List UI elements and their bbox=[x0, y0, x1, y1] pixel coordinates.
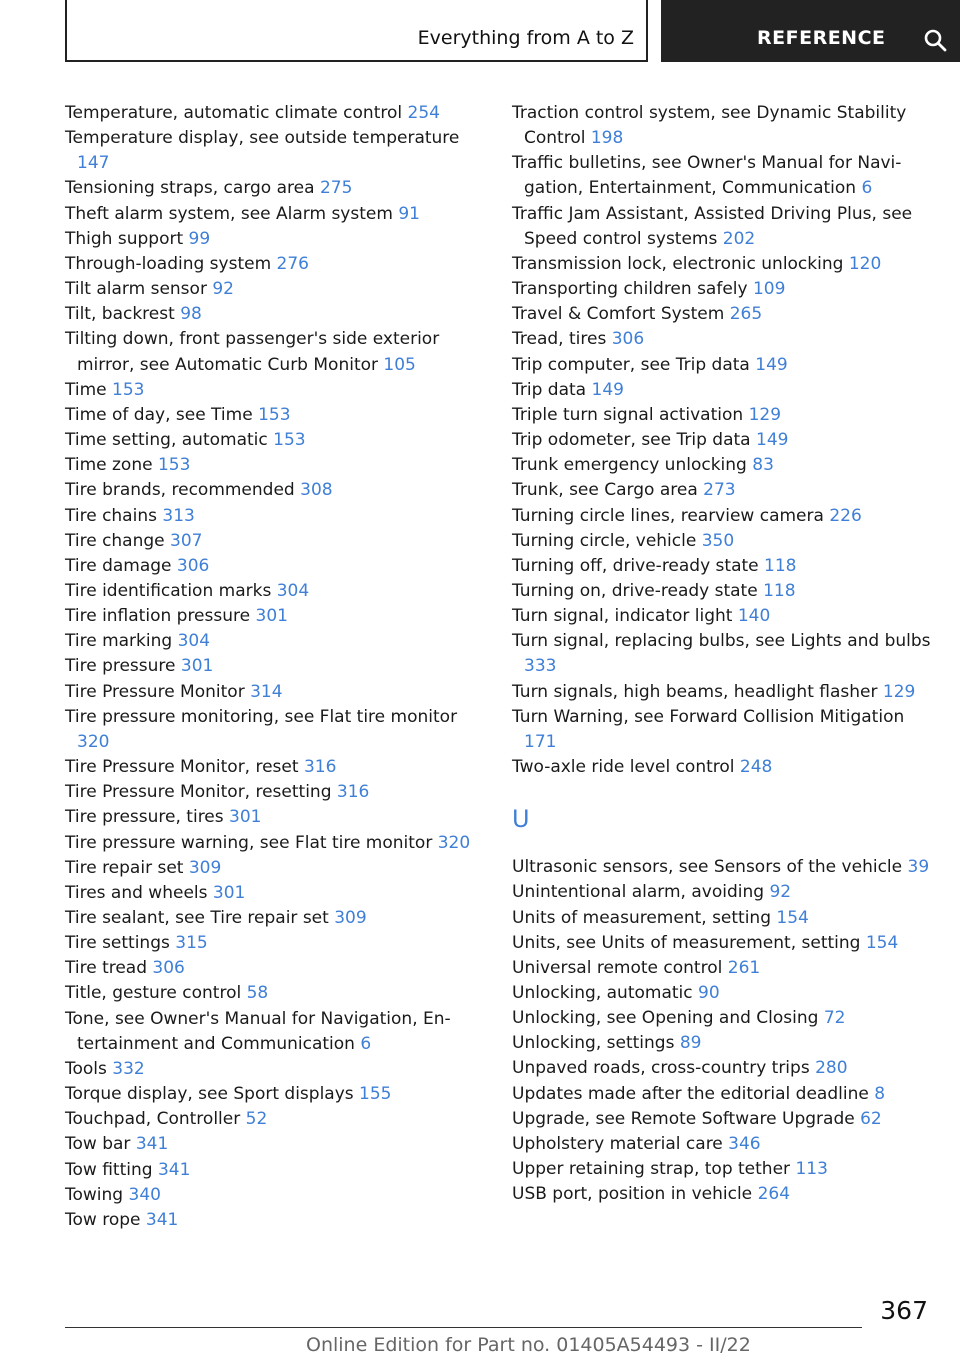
page-link[interactable]: 340 bbox=[128, 1184, 161, 1205]
index-entry-text: Tire damage bbox=[65, 555, 172, 576]
page-link[interactable]: 153 bbox=[258, 404, 291, 425]
page-link[interactable]: 254 bbox=[407, 103, 440, 123]
index-entry-text: Tire brands, recommended bbox=[65, 480, 295, 501]
page-link[interactable]: 140 bbox=[737, 606, 771, 627]
index-entry bbox=[65, 176, 483, 201]
section-title: Everything from A to Z bbox=[417, 27, 634, 49]
index-entry bbox=[512, 906, 932, 931]
index-entry-text: Time bbox=[65, 379, 107, 400]
index-entry-text: Universal remote control bbox=[512, 957, 723, 978]
page-link[interactable]: 99 bbox=[188, 228, 211, 249]
index-entry bbox=[65, 327, 483, 377]
index-entry-text: USB port, position in vehicle bbox=[512, 1184, 753, 1205]
index-entry-text: Tow rope bbox=[65, 1209, 141, 1230]
index-entry-text: Tire inflation pressure bbox=[65, 606, 251, 627]
page-link[interactable]: 62 bbox=[860, 1108, 882, 1129]
page-link[interactable]: 307 bbox=[170, 530, 203, 551]
index-entry bbox=[512, 1082, 932, 1107]
index-entry-text: Tire pressure warning, see Flat tire monitor bbox=[65, 832, 433, 853]
index-entry bbox=[512, 1031, 932, 1056]
index-entry-text: Tire identification marks bbox=[65, 580, 272, 601]
page-link[interactable]: 171 bbox=[524, 731, 557, 752]
index-entry-text: Traffic bulletins, see Owner's Manual for Navigation, Entertainment, Communication bbox=[512, 153, 902, 199]
index-entry bbox=[65, 981, 483, 1006]
index-entry-text: Temperature, automatic climate control bbox=[65, 103, 403, 123]
page-link[interactable]: 304 bbox=[177, 631, 211, 652]
index-entry-text: Upgrade, see Remote Software Upgrade bbox=[512, 1108, 855, 1129]
page-link[interactable]: 276 bbox=[276, 253, 309, 274]
index-entry bbox=[512, 504, 932, 529]
index-entry bbox=[512, 981, 932, 1006]
page-link[interactable]: 315 bbox=[175, 933, 208, 954]
index-column-left bbox=[65, 101, 483, 1233]
index-entry-text: Tow fitting bbox=[65, 1159, 153, 1180]
index-entry bbox=[512, 327, 932, 352]
page-link[interactable]: 341 bbox=[135, 1134, 169, 1155]
page-link[interactable]: 275 bbox=[319, 178, 353, 199]
index-entry bbox=[512, 1157, 932, 1182]
index-entry-text: Turning circle, vehicle bbox=[512, 530, 697, 551]
page-link[interactable]: 83 bbox=[752, 455, 774, 476]
section-letter: U bbox=[512, 805, 530, 834]
index-entry-text: Traction control system, see Dynamic Stability Control bbox=[512, 103, 907, 149]
index-entry-text: Tire change bbox=[65, 530, 165, 551]
index-entry-text: Travel & Comfort System bbox=[512, 304, 725, 325]
index-entry-text: Tire Pressure Monitor, resetting bbox=[65, 782, 332, 803]
page-link[interactable]: 154 bbox=[776, 907, 809, 928]
index-entry-text: Units of measurement, setting bbox=[512, 907, 772, 928]
page-link[interactable]: 109 bbox=[752, 279, 786, 300]
index-entry-text: Tilt alarm sensor bbox=[65, 279, 207, 300]
index-entry bbox=[512, 1056, 932, 1081]
index-entry-text: Unintentional alarm, avoiding bbox=[512, 882, 765, 903]
page-link[interactable]: 264 bbox=[757, 1184, 791, 1205]
page-link[interactable]: 346 bbox=[728, 1133, 761, 1154]
index-entry bbox=[65, 1107, 483, 1132]
index-entry-text: Tilt, backrest bbox=[65, 304, 175, 325]
index-entry-text: Ultrasonic sensors, see Sensors of the vehicle bbox=[512, 857, 903, 878]
index-entry-text: Tire pressure bbox=[65, 656, 176, 677]
index-entry bbox=[65, 654, 483, 679]
index-entry bbox=[512, 378, 932, 403]
index-entry bbox=[65, 1082, 483, 1107]
index-entry-text: Trunk, see Cargo area bbox=[512, 480, 698, 501]
index-entry bbox=[65, 453, 483, 478]
index-entry-text: Two-axle ride level control bbox=[512, 757, 735, 778]
index-entry-text: Trunk emergency unlocking bbox=[512, 455, 747, 476]
index-entry-text: Through-loading system bbox=[65, 253, 272, 274]
index-entry bbox=[512, 554, 932, 579]
page-link[interactable]: 202 bbox=[722, 228, 756, 249]
page-link[interactable]: 92 bbox=[212, 279, 234, 300]
index-entry-text: Tire chains bbox=[65, 505, 157, 526]
index-entry-text: Updates made after the editorial deadline bbox=[512, 1083, 869, 1104]
page-link[interactable]: 265 bbox=[729, 304, 763, 325]
index-entry bbox=[512, 1006, 932, 1031]
index-entry-text: Tire sealant, see Tire repair set bbox=[65, 908, 329, 928]
index-entry bbox=[65, 881, 483, 906]
index-entry-text: Tone, see Owner's Manual for Navigation, Entertainment and Communication bbox=[65, 1008, 451, 1054]
index-entry bbox=[65, 378, 483, 403]
index-entry bbox=[65, 579, 483, 604]
page-link[interactable]: 306 bbox=[176, 555, 210, 576]
page-link[interactable]: 147 bbox=[77, 153, 110, 174]
index-entry-text: Tow bar bbox=[65, 1134, 131, 1155]
index-entry bbox=[512, 1132, 932, 1157]
page-link[interactable]: 301 bbox=[180, 656, 214, 677]
page-link[interactable]: 313 bbox=[162, 505, 195, 526]
index-entry bbox=[65, 227, 483, 252]
index-entry-text: Units, see Units of measurement, setting bbox=[512, 932, 861, 953]
page-link[interactable]: 301 bbox=[229, 807, 262, 828]
page-link[interactable]: 314 bbox=[250, 681, 283, 702]
index-entry-text: Thigh support bbox=[65, 228, 184, 249]
index-entry-text: Tire repair set bbox=[65, 857, 184, 878]
index-entry bbox=[65, 931, 483, 956]
index-entry bbox=[65, 705, 483, 755]
index-entry bbox=[65, 529, 483, 554]
page-link[interactable]: 350 bbox=[701, 530, 735, 551]
index-entry bbox=[512, 428, 932, 453]
page-link[interactable]: 120 bbox=[848, 253, 882, 274]
index-entry-text: Tire marking bbox=[65, 631, 173, 652]
index-entry bbox=[65, 101, 483, 126]
footer-divider bbox=[65, 1327, 862, 1328]
index-entry-text: Traffic Jam Assistant, Assisted Driving Plus, see Speed control systems bbox=[512, 203, 913, 249]
index-entry-text: Tread, tires bbox=[512, 329, 607, 350]
index-entry-text: Upholstery material care bbox=[512, 1133, 723, 1154]
page-link[interactable]: 8 bbox=[874, 1083, 886, 1104]
page-link[interactable]: 149 bbox=[756, 430, 789, 451]
page-link[interactable]: 333 bbox=[524, 656, 557, 677]
section-title-box bbox=[65, 0, 648, 62]
index-entry bbox=[65, 403, 483, 428]
index-entry-text: Theft alarm system, see Alarm system bbox=[65, 203, 393, 224]
index-entry bbox=[512, 604, 932, 629]
page-link[interactable]: 39 bbox=[907, 857, 930, 878]
index-entry-text: Turn Warning, see Forward Collision Mitigation bbox=[512, 706, 905, 727]
index-entry bbox=[512, 755, 932, 780]
index-entry-text: Trip data bbox=[512, 379, 587, 400]
page-link[interactable]: 304 bbox=[276, 580, 310, 601]
page-link[interactable]: 261 bbox=[727, 957, 761, 978]
index-entry-text: Tire pressure, tires bbox=[65, 807, 224, 828]
index-entry-text: Temperature display, see outside temperature bbox=[65, 128, 460, 149]
page-link[interactable]: 280 bbox=[815, 1058, 848, 1079]
page-link[interactable]: 58 bbox=[246, 983, 269, 1004]
page-link[interactable]: 301 bbox=[255, 606, 288, 627]
index-entry-text: Transporting children safely bbox=[512, 279, 748, 300]
index-entry bbox=[512, 403, 932, 428]
index-entry bbox=[65, 906, 483, 931]
page-link[interactable]: 273 bbox=[703, 480, 736, 501]
index-entry-text: Time zone bbox=[65, 455, 153, 476]
search-icon[interactable] bbox=[923, 28, 947, 52]
index-entry bbox=[65, 1208, 483, 1233]
index-entry bbox=[65, 202, 483, 227]
page-number: 367 bbox=[880, 1296, 928, 1325]
index-entry bbox=[65, 554, 483, 579]
index-entry bbox=[512, 252, 932, 277]
page-link[interactable]: 149 bbox=[755, 354, 788, 375]
reference-tab-label: REFERENCE bbox=[757, 27, 886, 49]
page-link[interactable]: 52 bbox=[245, 1109, 268, 1130]
index-entry bbox=[512, 302, 932, 327]
index-entry bbox=[65, 1132, 483, 1157]
page-link[interactable]: 149 bbox=[591, 379, 624, 400]
page-link[interactable]: 226 bbox=[829, 505, 862, 526]
page-header bbox=[65, 0, 960, 64]
index-entry-text: Unlocking, see Opening and Closing bbox=[512, 1008, 819, 1029]
index-entry bbox=[512, 202, 932, 252]
index-entry bbox=[65, 780, 483, 805]
index-entry bbox=[512, 478, 932, 503]
page-link[interactable]: 308 bbox=[300, 480, 333, 501]
index-entry bbox=[65, 680, 483, 705]
page-link[interactable]: 316 bbox=[303, 757, 337, 778]
page-link[interactable]: 89 bbox=[679, 1033, 702, 1054]
index-entry-text: Title, gesture control bbox=[65, 983, 242, 1004]
index-entry-text: Tire pressure monitoring, see Flat tire monitor bbox=[65, 706, 458, 727]
page-link[interactable]: 92 bbox=[769, 882, 792, 903]
index-entry-text: Tools bbox=[65, 1058, 107, 1079]
index-entry bbox=[65, 504, 483, 529]
page-link[interactable]: 129 bbox=[748, 404, 782, 425]
page-link[interactable]: 118 bbox=[764, 555, 797, 576]
page-link[interactable]: 301 bbox=[212, 882, 246, 903]
index-entry-text: Turning off, drive-ready state bbox=[512, 555, 759, 576]
index-entry bbox=[65, 1158, 483, 1183]
page-link[interactable]: 332 bbox=[112, 1058, 145, 1079]
index-entry bbox=[65, 302, 483, 327]
page-link[interactable]: 198 bbox=[590, 128, 624, 149]
index-entry bbox=[512, 579, 932, 604]
index-entry-text: Tires and wheels bbox=[65, 882, 208, 903]
index-entry-text: Torque display, see Sport displays bbox=[65, 1084, 354, 1105]
page-link[interactable]: 72 bbox=[823, 1008, 846, 1029]
index-entry-text: Unlocking, settings bbox=[512, 1033, 675, 1054]
page-link[interactable]: 306 bbox=[611, 329, 645, 350]
index-entry-text: Tire Pressure Monitor bbox=[65, 681, 245, 702]
index-entry-text: Unpaved roads, cross-country trips bbox=[512, 1058, 810, 1079]
index-entry-text: Trip odometer, see Trip data bbox=[512, 430, 751, 451]
index-entry bbox=[65, 604, 483, 629]
index-entry-text: Towing bbox=[65, 1184, 124, 1205]
page-link[interactable]: 98 bbox=[180, 304, 202, 325]
page-link[interactable]: 320 bbox=[77, 731, 110, 752]
index-entry bbox=[512, 705, 932, 755]
index-entry-text: Turn signal, replacing bulbs, see Lights and bulbs bbox=[512, 631, 931, 652]
index-entry-text: Time setting, automatic bbox=[65, 430, 268, 451]
index-entry bbox=[512, 1182, 932, 1207]
index-group-u bbox=[512, 855, 932, 1207]
index-entry bbox=[65, 1057, 483, 1082]
page-link[interactable]: 153 bbox=[273, 430, 306, 451]
index-entry bbox=[512, 151, 932, 201]
index-entry-text: Turning circle lines, rearview camera bbox=[512, 505, 824, 526]
index-entry bbox=[65, 126, 483, 176]
index-entry-text: Triple turn signal activation bbox=[512, 404, 744, 425]
index-entry-text: Unlocking, automatic bbox=[512, 983, 693, 1003]
page-link[interactable]: 6 bbox=[360, 1033, 372, 1054]
page-link[interactable]: 90 bbox=[698, 983, 720, 1003]
page-link[interactable]: 153 bbox=[157, 455, 191, 476]
page-link[interactable]: 155 bbox=[359, 1084, 392, 1105]
page-link[interactable]: 91 bbox=[398, 203, 420, 224]
index-entry-text: Tire tread bbox=[65, 958, 148, 979]
page-link[interactable]: 113 bbox=[795, 1159, 828, 1180]
index-column-right bbox=[512, 101, 932, 1207]
page-link[interactable]: 306 bbox=[152, 958, 185, 979]
index-entry-text: Tire settings bbox=[65, 933, 170, 954]
index-entry bbox=[512, 931, 932, 956]
index-entry bbox=[65, 277, 483, 302]
page-link[interactable]: 6 bbox=[861, 178, 873, 199]
index-entry bbox=[65, 755, 483, 780]
page-link[interactable]: 105 bbox=[383, 354, 416, 375]
index-entry bbox=[65, 252, 483, 277]
index-entry bbox=[512, 277, 932, 302]
page-link[interactable]: 154 bbox=[865, 932, 899, 953]
index-entry-text: Tire Pressure Monitor, reset bbox=[65, 757, 299, 778]
page-link[interactable]: 316 bbox=[336, 782, 370, 803]
index-entry bbox=[512, 629, 932, 679]
index-entry bbox=[512, 956, 932, 981]
index-entry bbox=[65, 478, 483, 503]
reference-tab[interactable] bbox=[661, 0, 960, 62]
page-link[interactable]: 118 bbox=[763, 580, 796, 601]
index-entry-text: Turn signals, high beams, headlight flasher bbox=[512, 681, 878, 702]
index-entry-text: Tilting down, front passenger's side exterior mirror, see Automatic Curb Monitor bbox=[65, 329, 440, 375]
index-entry bbox=[65, 1007, 483, 1057]
index-entry bbox=[65, 956, 483, 981]
page-link[interactable]: 153 bbox=[112, 379, 145, 400]
index-entry bbox=[512, 353, 932, 378]
index-entry-text: Turning on, drive-ready state bbox=[512, 580, 758, 601]
page-link[interactable]: 129 bbox=[882, 681, 916, 702]
index-entry bbox=[65, 1183, 483, 1208]
index-entry bbox=[512, 680, 932, 705]
footer-edition: Online Edition for Part no. 01405A54493 - II/22 bbox=[306, 1334, 751, 1356]
page-link[interactable]: 320 bbox=[437, 832, 471, 853]
index-entry-text: Transmission lock, electronic unlocking bbox=[512, 253, 844, 274]
index-entry-text: Upper retaining strap, top tether bbox=[512, 1159, 791, 1180]
index-entry bbox=[512, 101, 932, 151]
index-entry bbox=[512, 880, 932, 905]
index-entry bbox=[512, 855, 932, 880]
index-entry-text: Touchpad, Controller bbox=[65, 1109, 241, 1130]
index-group-t bbox=[512, 101, 932, 780]
index-entry bbox=[65, 856, 483, 881]
page-link[interactable]: 248 bbox=[739, 757, 773, 778]
index-entry bbox=[65, 831, 483, 856]
page-link[interactable]: 309 bbox=[334, 908, 367, 928]
index-entry-text: Turn signal, indicator light bbox=[512, 606, 733, 627]
index-entry bbox=[512, 1107, 932, 1132]
index-entry-text: Trip computer, see Trip data bbox=[512, 354, 750, 375]
index-entry-text: Time of day, see Time bbox=[65, 404, 253, 425]
index-entry bbox=[512, 453, 932, 478]
index-entry bbox=[65, 805, 483, 830]
page-link[interactable]: 341 bbox=[145, 1209, 179, 1230]
index-entry-text: Tensioning straps, cargo area bbox=[65, 178, 315, 199]
index-entry bbox=[512, 529, 932, 554]
page-link[interactable]: 309 bbox=[188, 857, 222, 878]
index-entry bbox=[65, 428, 483, 453]
index-entry bbox=[65, 629, 483, 654]
page-link[interactable]: 341 bbox=[157, 1159, 191, 1180]
